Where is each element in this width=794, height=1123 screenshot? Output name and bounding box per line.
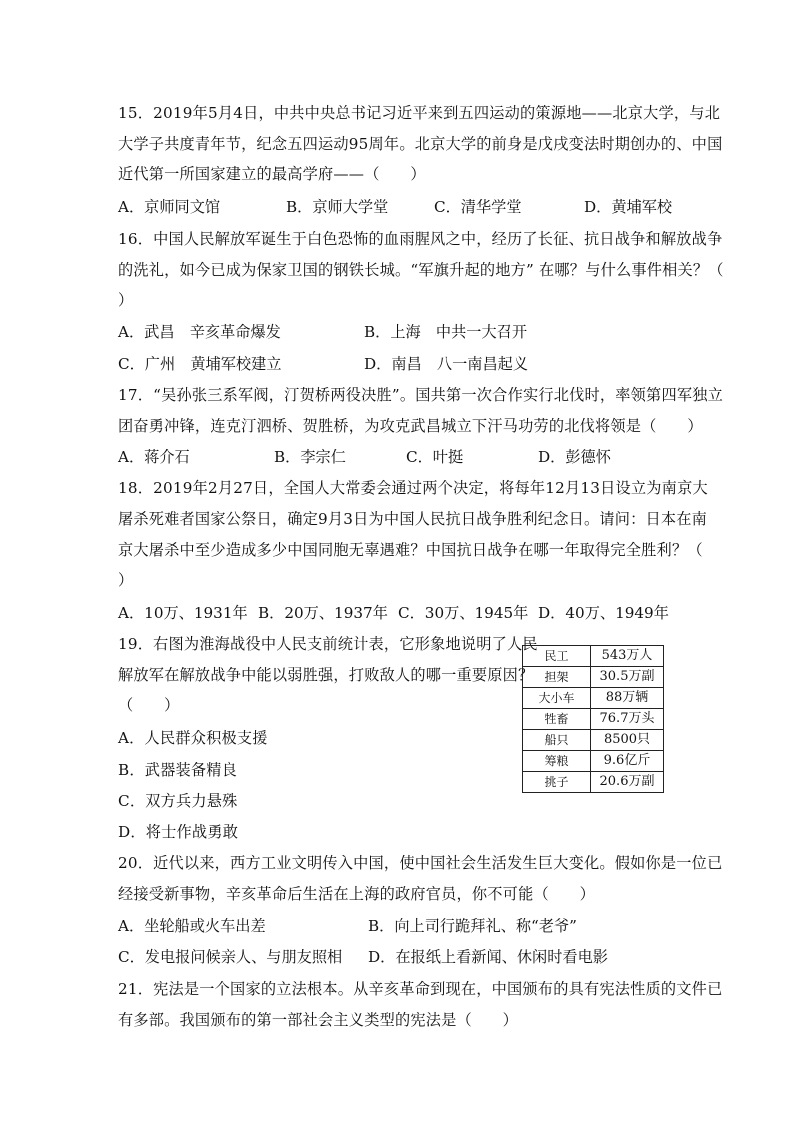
table-row — [523, 730, 664, 751]
table-cell-amount: 8500只 — [591, 730, 664, 751]
q19-stem-line-2: 解放军在解放战争中能以弱胜强，打败敌人的哪一重要原因？ — [118, 666, 534, 684]
q16-options-row-1 — [118, 322, 684, 342]
q18-stem-line-1: 18．2019年2月27日，全国人大常委会通过两个决定，将每年12月13日设立为南京大 — [118, 479, 708, 497]
q18-stem-line-4: ） — [118, 571, 134, 589]
q18-option-b: B．20万、1937年 — [258, 604, 388, 622]
q15-option-d: D．黄埔军校 — [584, 198, 673, 216]
q15-option-a: A．京师同文馆 — [118, 198, 221, 216]
q20-option-d: D．在报纸上看新闻、休闲时看电影 — [368, 948, 608, 966]
table-row — [523, 646, 664, 667]
q20-stem-line-2: 经接受新事物，辛亥革命后生活在上海的政府官员，你不可能（ ） — [118, 885, 596, 903]
q15-option-c: C．清华学堂 — [434, 198, 522, 216]
table-cell-amount: 20.6万副 — [591, 772, 664, 793]
table-cell-amount: 88万辆 — [591, 688, 664, 709]
q16-options-row-2 — [118, 354, 684, 374]
q20-option-a: A．坐轮船或火车出差 — [118, 917, 266, 935]
table-cell-item: 船只 — [523, 730, 591, 751]
q15-options — [118, 197, 684, 217]
table-cell-item: 筹粮 — [523, 751, 591, 772]
q18-stem-line-3: 京大屠杀中至少造成多少中国同胞无辜遇难？中国抗日战争在哪一年取得完全胜利？（ — [118, 541, 703, 559]
table-cell-item: 大小车 — [523, 688, 591, 709]
q17-stem-line-1: 17．“吴孙张三系军阀，汀贺桥两役决胜”。国共第一次合作实行北伐时，率领第四军独立 — [118, 386, 723, 404]
q17-option-b: B．李宗仁 — [274, 448, 346, 466]
q20-option-c: C．发电报问候亲人、与朋友照相 — [118, 948, 343, 966]
q19-option-a: A．人民群众积极支援 — [118, 729, 268, 747]
table-cell-item: 民工 — [523, 646, 591, 667]
q15-stem-line-2: 大学子共度青年节，纪念五四运动95周年。北京大学的前身是戊戌变法时期创办的、中国 — [118, 135, 723, 153]
q20-stem-line-1: 20．近代以来，西方工业文明传入中国，使中国社会生活发生巨大变化。假如你是一位已 — [118, 854, 723, 872]
huaihai-support-table — [522, 645, 664, 793]
q16-stem-line-2: 的洗礼，如今已成为保家卫国的钢铁长城。“军旗升起的地方” 在哪？与什么事件相关？（ — [118, 261, 724, 279]
table-cell-item: 担架 — [523, 667, 591, 688]
q16-option-c: C．广州 黄埔军校建立 — [118, 355, 282, 373]
q18-options — [118, 603, 684, 623]
q15-stem-line-1: 15．2019年5月4日，中共中央总书记习近平来到五四运动的策源地——北京大学，与北 — [118, 104, 721, 122]
q15-stem-line-3: 近代第一所国家建立的最高学府——（ ） — [118, 165, 426, 183]
q21-stem-line-2: 有多部。我国颁布的第一部社会主义类型的宪法是（ ） — [118, 1011, 519, 1029]
q21-stem-line-1: 21．宪法是一个国家的立法根本。从辛亥革命到现在，中国颁布的具有宪法性质的文件已 — [118, 980, 723, 998]
q20-options-row-2 — [118, 947, 684, 967]
table-cell-item: 牲畜 — [523, 709, 591, 730]
q19-option-c: C．双方兵力悬殊 — [118, 792, 238, 810]
q17-stem-line-2: 团奋勇冲锋，连克汀泗桥、贺胜桥，为攻克武昌城立下汗马功劳的北伐将领是（ ） — [118, 417, 703, 435]
q16-stem-line-1: 16．中国人民解放军诞生于白色恐怖的血雨腥风之中，经历了长征、抗日战争和解放战争 — [118, 230, 723, 248]
table-cell-amount: 9.6亿斤 — [591, 751, 664, 772]
q18-stem-line-2: 屠杀死难者国家公祭日，确定9月3日为中国人民抗日战争胜利纪念日。请问：日本在南 — [118, 510, 708, 528]
table-row — [523, 667, 664, 688]
q18-option-d: D．40万、1949年 — [538, 604, 669, 622]
table-cell-amount: 543万人 — [591, 646, 664, 667]
q17-option-c: C．叶挺 — [406, 448, 464, 466]
q17-option-a: A．蒋介石 — [118, 448, 190, 466]
q18-option-c: C．30万、1945年 — [398, 604, 529, 622]
q17-option-d: D．彭德怀 — [538, 448, 611, 466]
q19-stem-line-1: 19．右图为淮海战役中人民支前统计表，它形象地说明了人民 — [118, 635, 538, 653]
q19-option-b: B．武器装备精良 — [118, 761, 238, 779]
q19-stem-line-3: （ ） — [118, 696, 180, 714]
table-row — [523, 688, 664, 709]
table-row — [523, 772, 664, 793]
table-row — [523, 751, 664, 772]
table-cell-amount: 76.7万头 — [591, 709, 664, 730]
q16-option-a: A．武昌 辛亥革命爆发 — [118, 323, 281, 341]
q17-options — [118, 447, 684, 467]
q18-option-a: A．10万、1931年 — [118, 604, 248, 622]
table-row — [523, 709, 664, 730]
q16-stem-line-3: ） — [118, 291, 134, 309]
q20-option-b: B．向上司行跪拜礼、称“老爷” — [368, 917, 577, 935]
table-cell-item: 挑子 — [523, 772, 591, 793]
q16-option-d: D．南昌 八一南昌起义 — [364, 355, 529, 373]
q15-option-b: B．京师大学堂 — [286, 198, 389, 216]
q20-options-row-1 — [118, 916, 684, 936]
q16-option-b: B．上海 中共一大召开 — [364, 323, 528, 341]
q19-option-d: D．将士作战勇敢 — [118, 823, 239, 841]
table-cell-amount: 30.5万副 — [591, 667, 664, 688]
